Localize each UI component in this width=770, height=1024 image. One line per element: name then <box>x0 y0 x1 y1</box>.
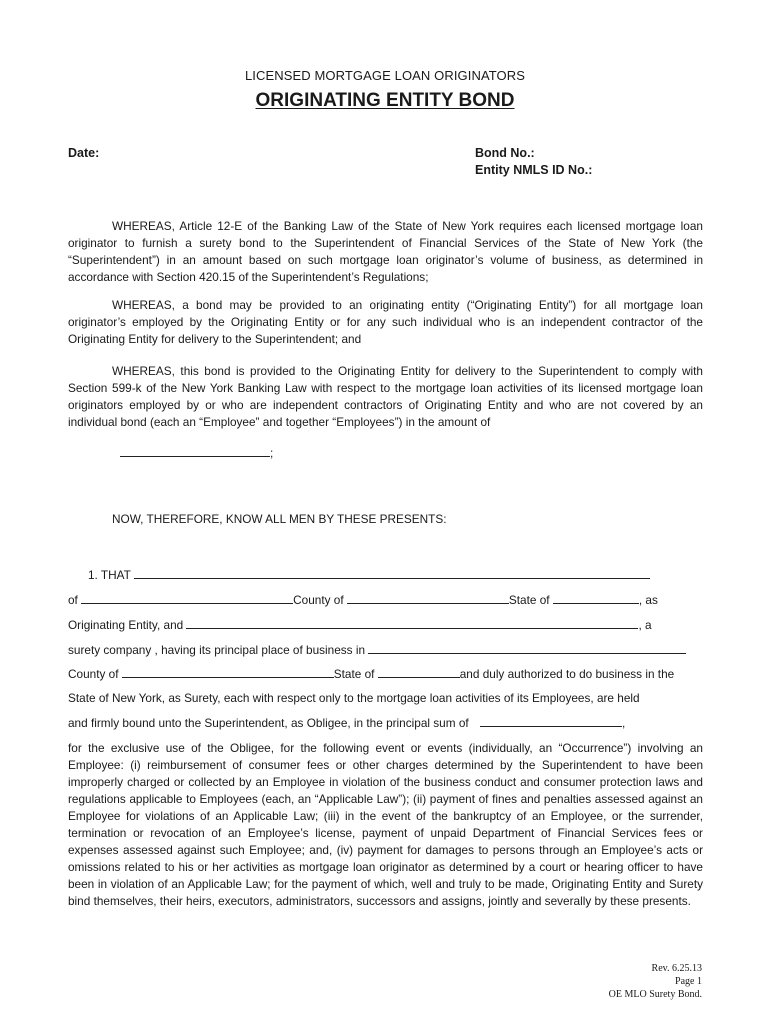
principal-county-field[interactable] <box>347 593 509 604</box>
comma-label: , <box>621 716 626 730</box>
firmly-bound-line <box>68 716 625 730</box>
whereas-paragraph-1: WHEREAS, Article 12-E of the Banking Law of the State of New York requires each licensed mortgage loan originator to furnish a surety bond to the Superintendent of Financial Services of the State of New York (the “Superintendent”) in an amount based on such mortgage loan originator’s volume of business, as determined in accordance with Section 420.15 of the Superintendent’s Regulations; <box>68 219 703 284</box>
whereas-paragraph-2: WHEREAS, a bond may be provided to an originating entity (“Originating Entity”) for all mortgage loan originator’s employed by the Originating Entity or for any such individual who is an independent contractor of the Originating Entity for delivery to the Superintendent; and <box>68 298 703 346</box>
bond-no-label: Bond No.: <box>475 146 535 160</box>
page-number: Page 1 <box>675 976 702 987</box>
bond-amount-field[interactable] <box>120 446 270 457</box>
a-label: , a <box>638 618 652 632</box>
as-label: , as <box>638 593 658 607</box>
of-line <box>68 593 658 607</box>
amount-line <box>120 446 273 460</box>
whereas-paragraph-3: WHEREAS, this bond is provided to the Originating Entity for delivery to the Superintendent to comply with Section 599-k of the New York Banking Law with respect to the mortgage loan activities of its licensed mortgage loan originators employed by or who are independent contractors of Originating Entity and who are not covered by an individual bond (each an “Employee” and together “Employees”) in the amount of <box>68 364 703 429</box>
surety-name-field[interactable] <box>186 618 638 629</box>
date-label: Date: <box>68 146 100 160</box>
state-of-label: State of <box>333 667 375 681</box>
page-title: ORIGINATING ENTITY BOND <box>255 90 515 111</box>
of-label: of <box>68 593 78 607</box>
surety-company-label: surety company , having its principal place of business in <box>68 643 366 657</box>
county-label: County of <box>293 593 344 607</box>
that-label: 1. THAT <box>88 568 131 582</box>
state-label: State of <box>508 593 550 607</box>
surety-company-line <box>68 643 686 657</box>
entity-nmls-label: Entity NMLS ID No.: <box>475 163 593 177</box>
originating-entity-label: Originating Entity, and <box>68 618 184 632</box>
now-therefore-heading: NOW, THEREFORE, KNOW ALL MEN BY THESE PRESENTS: <box>112 512 447 526</box>
principal-state-field[interactable] <box>553 593 639 604</box>
duly-authorized-label: and duly authorized to do business in the <box>459 667 675 681</box>
principal-address-field[interactable] <box>81 593 293 604</box>
surety-state-field[interactable] <box>378 667 460 678</box>
form-kicker: LICENSED MORTGAGE LOAN ORIGINATORS <box>244 68 526 83</box>
obligation-paragraph: for the exclusive use of the Obligee, for the following event or events (individually, an “Occurrence”) involving an Employee: (i) reimbursement of consumer fees or other charges determined by the Superintendent to have been improperly charged or collected by an Employee in violation of the business conduct and consumer protection laws and regulations applicable to Employees (each, an “Applicable Law”); (ii) payment of fines and penalties assessed against an Employee for violations of an Applicable Law; (iii) in the event of the bankruptcy of an Employee, or the surrender, termination or revocation of an Employee’s license, payment of unpaid Department of Financial Services fees or expenses assessed against such Employee; and, (iv) payment for damages to persons through an Employee’s acts or omissions related to his or her activities as mortgage loan originator as determined by a court or hearing officer to have been in violation of an Applicable Law; for the payment of which, well and truly to be made, Originating Entity and Surety bind themselves, their heirs, executors, administrators, successors and assigns, jointly and severally by these presents. <box>68 741 703 908</box>
county-of-label: County of <box>68 667 119 681</box>
state-ny-line: State of New York, as Surety, each with respect only to the mortgage loan activities of its Employees, are held <box>68 691 640 705</box>
principal-name-field[interactable] <box>134 568 650 579</box>
amount-suffix: ; <box>270 446 274 460</box>
originating-entity-line <box>68 618 652 632</box>
surety-county-line <box>68 667 674 681</box>
firmly-bound-label: and firmly bound unto the Superintendent, as Obligee, in the principal sum of <box>68 716 469 730</box>
that-line <box>88 568 650 582</box>
document-name: OE MLO Surety Bond. <box>608 989 702 1000</box>
footer <box>609 962 702 1001</box>
principal-sum-field[interactable] <box>480 716 622 727</box>
surety-place-field[interactable] <box>368 643 686 654</box>
revision-label: Rev. 6.25.13 <box>651 963 702 974</box>
surety-county-field[interactable] <box>122 667 334 678</box>
